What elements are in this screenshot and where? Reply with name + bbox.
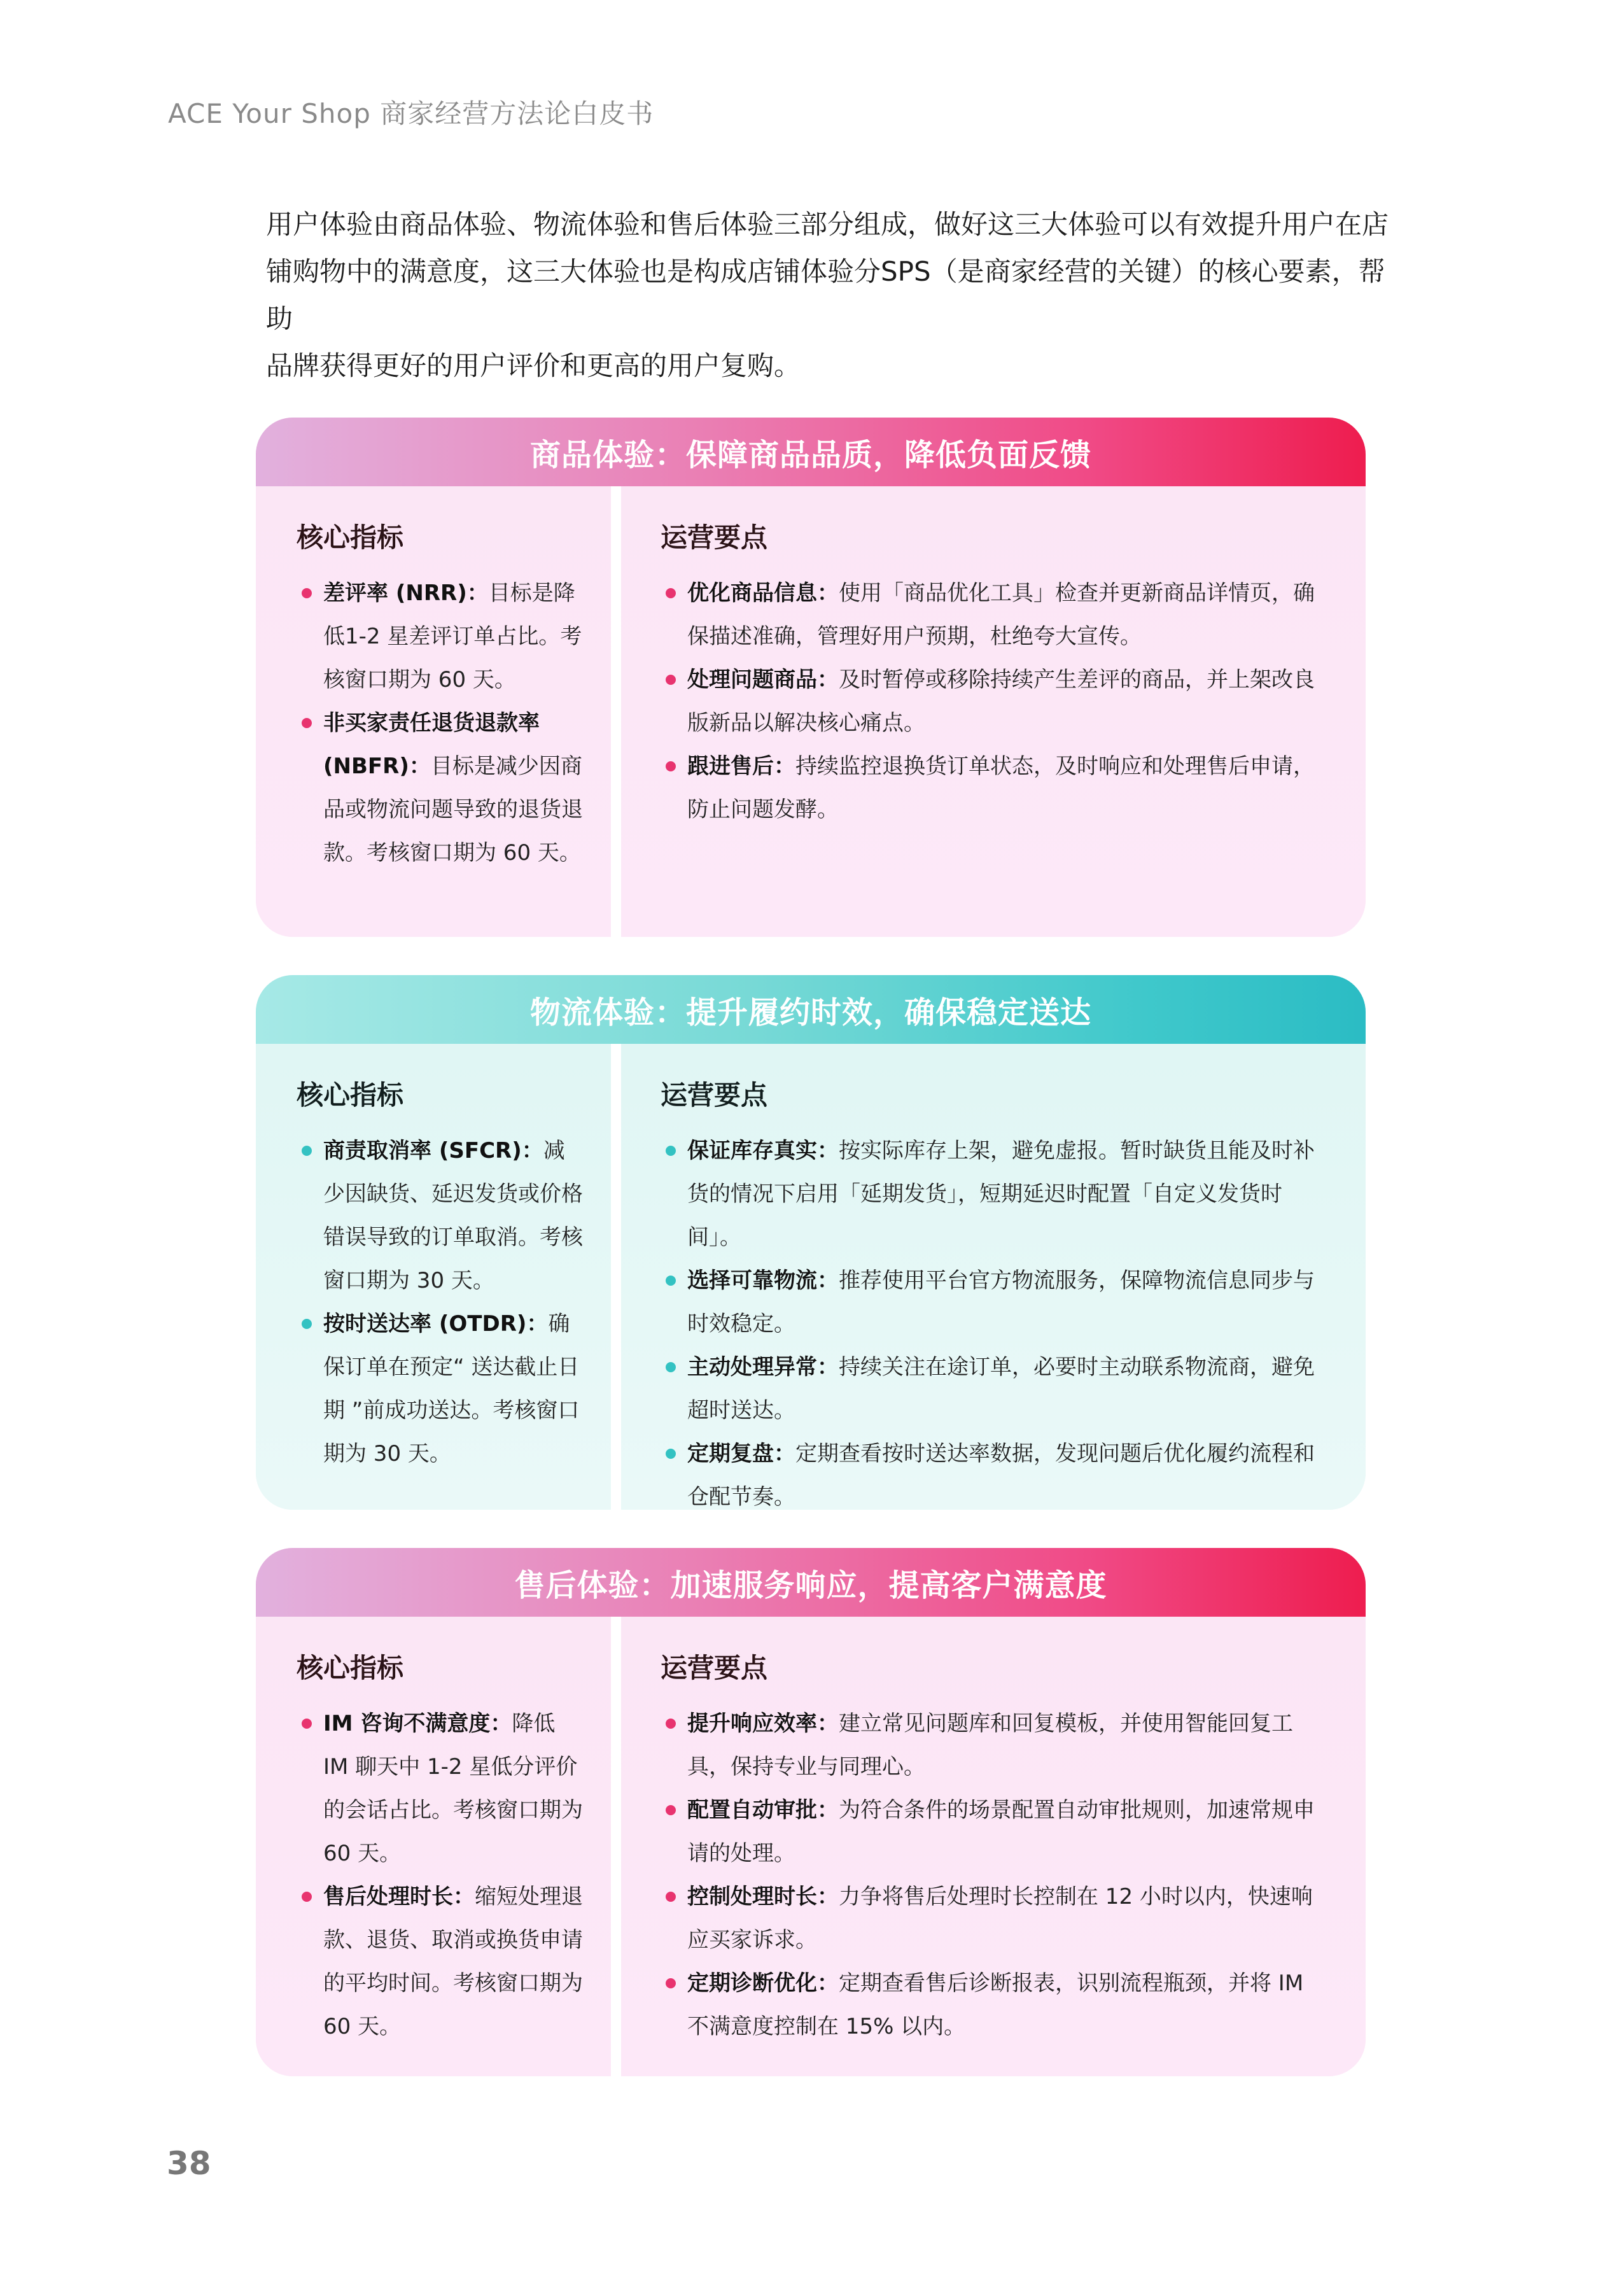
bullet-dot-icon [302,588,312,598]
point-item [661,745,1327,831]
operation-points-column [621,486,1366,937]
point-text: 及时暂停或移除持续产生差评的商品，并上架改良版新品以解决核心痛点。 [687,667,1315,736]
bullet-dot-icon [666,1276,676,1286]
point-label: 跟进售后： [687,754,795,779]
metric-text: 缩短处理退款、退货、取消或换货申请的平均时间。考核窗口期为 60 天。 [323,1884,583,2039]
bullet-dot-icon [666,1892,676,1902]
point-item [661,658,1327,745]
point-label: 主动处理异常： [687,1354,839,1380]
point-item [661,572,1327,658]
bullet-dot-icon [666,1719,676,1729]
point-text: 持续关注在途订单，必要时主动联系物流商，避免超时送达。 [687,1354,1315,1423]
point-label: 选择可靠物流： [687,1268,839,1293]
metric-item [297,1702,584,1875]
column-heading: 运营要点 [661,1652,768,1684]
core-metrics-column [256,486,611,937]
operation-points-column [621,1044,1366,1510]
metric-text: 确保订单在预定“ 送达截止日期 ”前成功送达。考核窗口期为 30 天。 [323,1311,580,1466]
point-text: 为符合条件的场景配置自动审批规则，加速常规申请的处理。 [687,1797,1315,1866]
point-item [661,1789,1327,1875]
point-item [661,1875,1327,1962]
card-title: 物流体验：提升履约时效，确保稳定送达 [256,975,1366,1044]
point-text: 推荐使用平台官方物流服务，保障物流信息同步与时效稳定。 [687,1268,1315,1337]
point-label: 优化商品信息： [687,580,839,606]
card-body [256,1044,1366,1510]
point-label: 处理问题商品： [687,667,839,693]
point-item [661,1702,1327,1789]
metric-item [297,1302,584,1475]
bullet-dot-icon [666,1978,676,1988]
column-divider [611,1617,621,2076]
point-label: 提升响应效率： [687,1711,839,1736]
card-product-experience [256,418,1366,937]
bullet-dot-icon [666,588,676,598]
bullet-dot-icon [302,718,312,728]
card-after-sales-experience [256,1548,1366,2076]
card-body [256,1617,1366,2076]
intro-paragraph [266,201,1399,390]
metric-item [297,1129,584,1302]
bullet-dot-icon [302,1719,312,1729]
card-body [256,486,1366,937]
point-text: 定期查看售后诊断报表，识别流程瓶颈，并将 IM 不满意度控制在 15% 以内。 [687,1971,1304,2039]
intro-line: 用户体验由商品体验、物流体验和售后体验三部分组成，做好这三大体验可以有效提升用户在店 [266,209,1389,240]
point-label: 定期复盘： [687,1441,795,1466]
intro-line: 品牌获得更好的用户评价和更高的用户复购。 [266,350,801,381]
point-item [661,1259,1327,1346]
bullet-dot-icon [666,761,676,771]
metric-item [297,701,584,875]
bullet-dot-icon [666,675,676,685]
point-text: 建立常见问题库和回复模板，并使用智能回复工具，保持专业与同理心。 [687,1711,1293,1780]
bullet-dot-icon [302,1892,312,1902]
bullet-dot-icon [302,1146,312,1156]
metric-label: 按时送达率 (OTDR)： [323,1311,549,1337]
point-label: 定期诊断优化： [687,1971,839,1996]
metric-label: 差评率 (NRR)： [323,580,489,606]
column-divider [611,1044,621,1510]
card-title: 售后体验：加速服务响应，提高客户满意度 [256,1548,1366,1617]
bullet-dot-icon [666,1362,676,1372]
point-item [661,1129,1327,1259]
page-number: 38 [167,2145,211,2182]
metric-text: 目标是减少因商品或物流问题导致的退货退款。考核窗口期为 60 天。 [323,754,583,866]
column-heading: 核心指标 [297,1079,404,1111]
point-item [661,1432,1327,1510]
metric-text: 减少因缺货、延迟发货或价格错误导致的订单取消。考核窗口期为 30 天。 [323,1138,583,1293]
running-header: ACE Your Shop 商家经营方法论白皮书 [168,98,654,129]
metric-label: 商责取消率 (SFCR)： [323,1138,543,1164]
core-metrics-column [256,1044,611,1510]
metric-text: 目标是降低1-2 星差评订单占比。考核窗口期为 60 天。 [323,580,582,693]
metric-label: 售后处理时长： [323,1884,475,1909]
point-label: 保证库存真实： [687,1138,839,1164]
operation-points-column [621,1617,1366,2076]
point-text: 力争将售后处理时长控制在 12 小时以内，快速响应买家诉求。 [687,1884,1313,1953]
bullet-dot-icon [302,1319,312,1329]
column-divider [611,486,621,937]
point-label: 配置自动审批： [687,1797,839,1823]
point-text: 使用「商品优化工具」检查并更新商品详情页，确保描述准确，管理好用户预期，杜绝夸大宣传。 [687,580,1315,649]
point-item [661,1962,1327,2048]
column-heading: 核心指标 [297,1652,404,1684]
metric-label: IM 咨询不满意度： [323,1711,512,1736]
point-text: 按实际库存上架，避免虚报。暂时缺货且能及时补货的情况下启用「延期发货」，短期延迟时配置「自定义发货时间」。 [687,1138,1315,1250]
point-item [661,1346,1327,1432]
intro-line: 铺购物中的满意度，这三大体验也是构成店铺体验分SPS（是商家经营的关键）的核心要素，帮助 [266,256,1385,334]
point-text: 持续监控退换货订单状态，及时响应和处理售后申请，防止问题发酵。 [687,754,1315,822]
bullet-dot-icon [666,1146,676,1156]
bullet-dot-icon [666,1805,676,1815]
metric-text: 降低 IM 聊天中 1-2 星低分评价的会话占比。考核窗口期为 60 天。 [323,1711,583,1866]
bullet-dot-icon [666,1449,676,1459]
core-metrics-column [256,1617,611,2076]
column-heading: 核心指标 [297,522,404,553]
card-logistics-experience [256,975,1366,1510]
column-heading: 运营要点 [661,522,768,553]
metric-item [297,1875,584,2048]
column-heading: 运营要点 [661,1079,768,1111]
metric-item [297,572,584,701]
point-label: 控制处理时长： [687,1884,839,1909]
card-title: 商品体验：保障商品品质，降低负面反馈 [256,418,1366,486]
point-text: 定期查看按时送达率数据，发现问题后优化履约流程和仓配节奏。 [687,1441,1315,1510]
metric-label: 非买家责任退货退款率 (NBFR)： [323,710,540,779]
